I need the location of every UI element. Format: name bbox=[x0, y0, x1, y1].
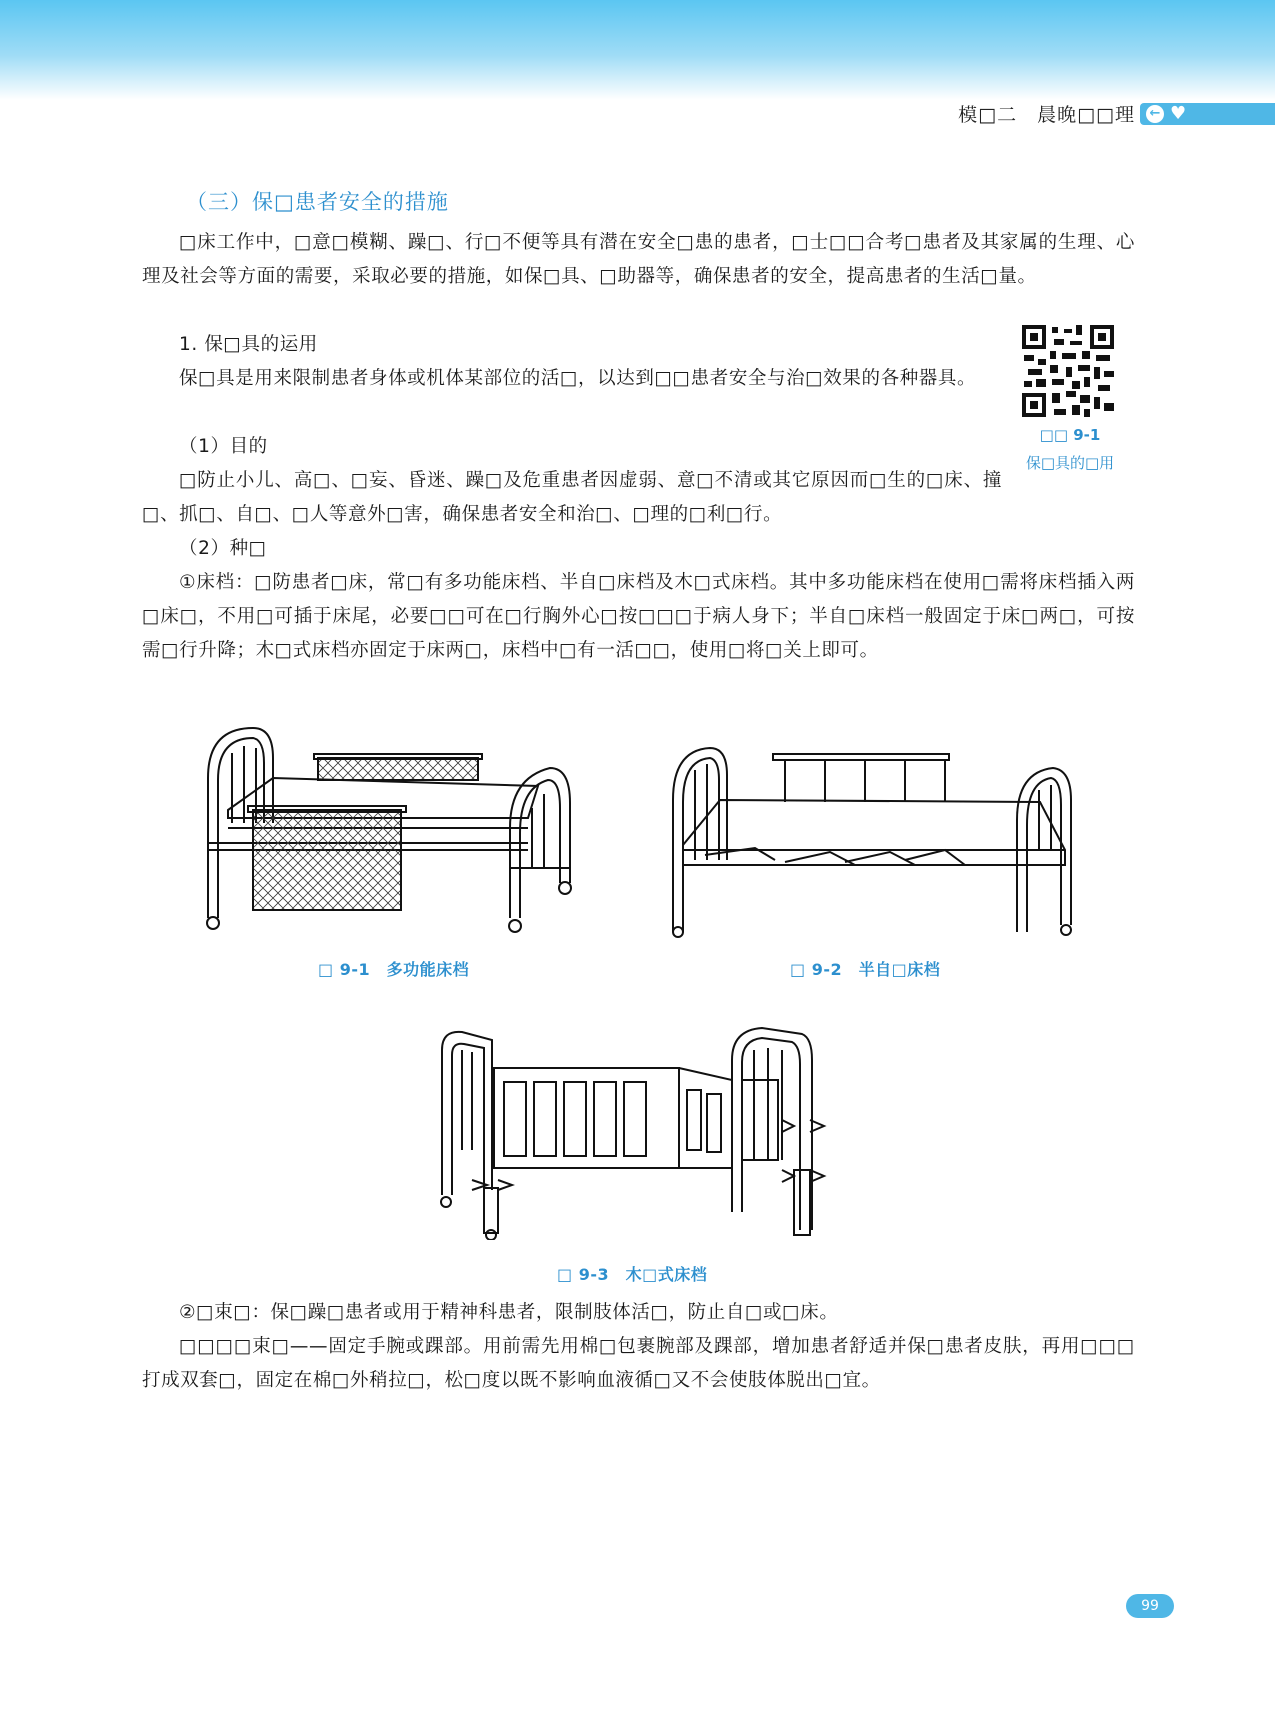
section-heading: （三）保□患者安全的措施 bbox=[186, 190, 449, 214]
paragraph-bed-rails: ①床档：□防患者□床，常□有多功能床档、半自□床档及木□式床档。其中多功能床档在使用□需将床档插入两□床□，不用□可插于床尾，必要□□可在□行胸外心□按□□□于病人身下；半自□床档一般固定于床□两□，可按需□行升降；木□式床档亦固定于床两□，床档中□有一活□□，使用□将□关上即可。 bbox=[142, 572, 1135, 661]
qr-caption-title: 保□具的□用 bbox=[1025, 454, 1115, 472]
qr-code-icon[interactable] bbox=[1022, 325, 1114, 417]
qr-caption-number: □□ 9-1 bbox=[1039, 426, 1101, 444]
figure-wooden-fence-bed-rail bbox=[432, 1020, 852, 1240]
figure-caption-9-1: □ 9-1 多功能床档 bbox=[318, 960, 470, 979]
figure-semi-automatic-bed-rail bbox=[665, 740, 1085, 940]
paragraph-intro: □床工作中，□意□模糊、躁□、行□不便等具有潜在安全□患的患者，□士□□合考□患者及其家属的生理、心理及社会等方面的需要，采取必要的措施，如保□具、□助器等，确保患者的安全，提高患者的生活□量。 bbox=[142, 232, 1135, 287]
subheading-purpose: （1）目的 bbox=[179, 436, 268, 457]
arrow-left-icon: ← bbox=[1146, 105, 1164, 123]
subheading-restraint-use: 1. 保□具的运用 bbox=[179, 334, 318, 355]
paragraph-purpose: □防止小儿、高□、□妄、昏迷、躁□及危重患者因虚弱、意□不清或其它原因而□生的□床、撞□、抓□、自□、□人等意外□害，确保患者安全和治□、□理的□利□行。 bbox=[142, 470, 1002, 525]
header-gradient-band bbox=[0, 0, 1275, 100]
header-tab bbox=[1140, 103, 1275, 125]
heart-icon: ♥ bbox=[1170, 103, 1187, 124]
page-number: 99 bbox=[1126, 1594, 1174, 1618]
subheading-types: （2）种□ bbox=[179, 538, 267, 559]
paragraph-restraint-belt: ②□束□：保□躁□患者或用于精神科患者，限制肢体活□，防止自□或□床。 bbox=[179, 1302, 839, 1323]
figure-caption-9-2: □ 9-2 半自□床档 bbox=[790, 960, 941, 979]
paragraph-wrist-ankle-belt: □□□□束□——固定手腕或踝部。用前需先用棉□包裹腕部及踝部，增加患者舒适并保□患者皮肤，再用□□□打成双套□，固定在棉□外稍拉□，松□度以既不影响血液循□又不会使肢体脱出□宜。 bbox=[142, 1336, 1135, 1391]
figure-multifunction-bed-rail bbox=[198, 718, 608, 938]
running-header-title: 模□二 晨晚□□理 bbox=[958, 104, 1135, 126]
figure-caption-9-3: □ 9-3 木□式床档 bbox=[557, 1265, 708, 1284]
paragraph-restraint-definition: 保□具是用来限制患者身体或机体某部位的活□，以达到□□患者安全与治□效果的各种器具。 bbox=[179, 368, 977, 389]
